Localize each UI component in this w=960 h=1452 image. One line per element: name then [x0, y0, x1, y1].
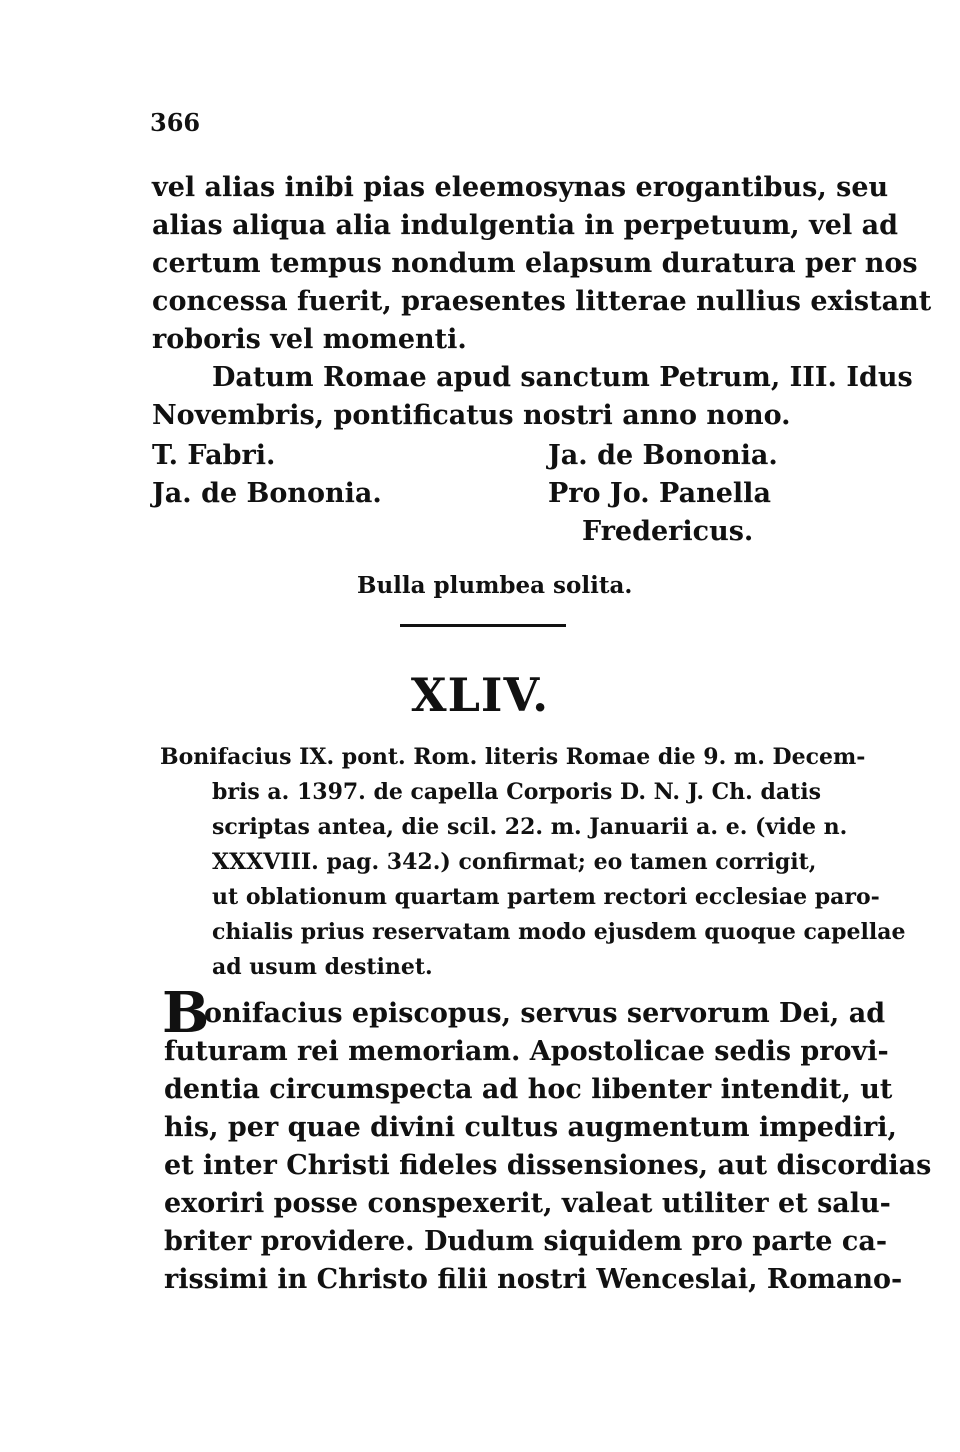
signature-left: T. Fabri. [152, 440, 276, 471]
text-line: alias aliqua alia indulgentia in perpetuum, vel ad [152, 210, 899, 241]
text-line: his, per quae divini cultus augmentum impediri, [164, 1112, 897, 1143]
text-line: certum tempus nondum elapsum duratura per nos [152, 248, 918, 279]
signature-right: Fredericus. [582, 516, 754, 547]
drop-cap-initial: B [162, 980, 210, 1046]
summary-line: chialis prius reservatam modo ejusdem quoque capellae [212, 919, 906, 945]
summary-line: ad usum destinet. [212, 954, 433, 980]
section-divider [400, 624, 566, 627]
document-number: XLIV. [410, 668, 550, 722]
text-line: Datum Romae apud sanctum Petrum, III. Idus [212, 362, 913, 393]
text-line: concessa fuerit, praesentes litterae nullius existant [152, 286, 932, 317]
page-number: 366 [150, 108, 201, 137]
text-line: Novembris, pontificatus nostri anno nono. [152, 400, 791, 431]
text-line: vel alias inibi pias eleemosynas erogantibus, seu [152, 172, 889, 203]
text-line: futuram rei memoriam. Apostolicae sedis provi- [164, 1036, 889, 1067]
summary-line: ut oblationum quartam partem rectori ecclesiae paro- [212, 884, 880, 910]
text-line: onifacius episcopus, servus servorum Dei, ad [204, 998, 886, 1029]
signature-right: Pro Jo. Panella [548, 478, 771, 509]
summary-line: Bonifacius IX. pont. Rom. literis Romae die 9. m. Decem- [160, 744, 866, 770]
text-line: briter providere. Dudum siquidem pro parte ca- [164, 1226, 888, 1257]
summary-line: bris a. 1397. de capella Corporis D. N. J. Ch. datis [212, 779, 822, 805]
summary-line: scriptas antea, die scil. 22. m. Januarii a. e. (vide n. [212, 814, 848, 840]
summary-line: XXXVIII. pag. 342.) confirmat; eo tamen corrigit, [212, 849, 817, 875]
signature-right: Ja. de Bononia. [548, 440, 778, 471]
text-line: rissimi in Christo filii nostri Wenceslai, Romano- [164, 1264, 903, 1295]
signature-left: Ja. de Bononia. [152, 478, 382, 509]
seal-note: Bulla plumbea solita. [357, 572, 633, 599]
text-line: dentia circumspecta ad hoc libenter intendit, ut [164, 1074, 893, 1105]
text-line: et inter Christi fideles dissensiones, aut discordias [164, 1150, 932, 1181]
text-line: roboris vel momenti. [152, 324, 467, 355]
text-line: exoriri posse conspexerit, valeat utiliter et salu- [164, 1188, 891, 1219]
